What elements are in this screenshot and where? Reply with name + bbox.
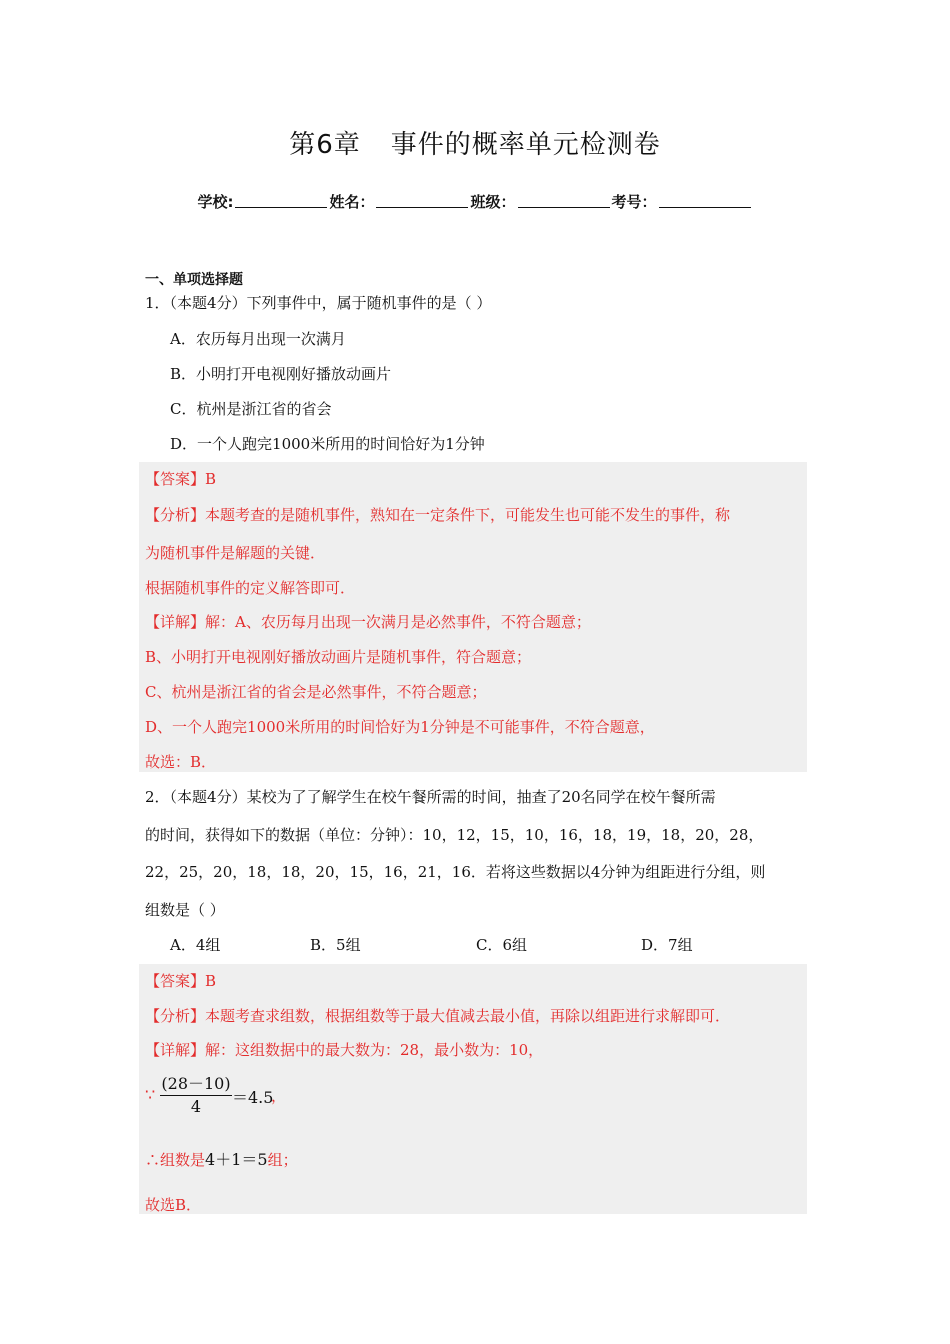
q1-stem: 1．（本题4分）下列事件中，属于随机事件的是（ ） (145, 294, 492, 312)
school-label: 学校: (197, 193, 234, 211)
q1-analysis-line1: 【分析】本题考查的是随机事件，熟知在一定条件下，可能发生也可能不发生的事件，称 (145, 506, 731, 524)
name-blank[interactable] (376, 193, 468, 208)
number-blank[interactable] (659, 193, 751, 208)
fraction-result: ＝4.5 (232, 1088, 274, 1107)
q2-stem-line4: 组数是（ ） (145, 901, 225, 919)
q1-detail-line4: D、一个人跑完1000米所用的时间恰好为1分钟是不可能事件，不符合题意， (145, 718, 655, 736)
q1-answer: 【答案】B (145, 470, 217, 488)
comma: ， (271, 1087, 287, 1105)
name-label: 姓名： (329, 193, 375, 211)
therefore-expression: 4＋1＝5 (205, 1150, 268, 1169)
q1-option-a: A．农历每月出现一次满月 (170, 330, 346, 348)
q2-option-d: D．7组 (641, 936, 693, 954)
q2-stem-line1: 2．（本题4分）某校为了了解学生在校午餐所需的时间，抽查了20名同学在校午餐所需 (145, 788, 716, 806)
q2-answer: 【答案】B (145, 972, 217, 990)
chapter-label: 第6章 (289, 130, 361, 160)
q1-analysis-line2: 为随机事件是解题的关键． (145, 544, 326, 562)
fraction (160, 1071, 232, 1116)
q1-option-c: C．杭州是浙江省的省会 (170, 400, 332, 418)
q2-analysis: 【分析】本题考查求组数，根据组数等于最大值减去最小值，再除以组距进行求解即可． (145, 1007, 731, 1025)
q1-detail-line2: B、小明打开电视刚好播放动画片是随机事件，符合题意； (145, 648, 532, 666)
therefore-text: ∴组数是 (145, 1151, 206, 1169)
q1-detail-line1: 【详解】解：A、农历每月出现一次满月是必然事件，不符合题意； (145, 613, 591, 631)
student-info-row (0, 191, 950, 212)
number-label: 考号： (611, 193, 657, 211)
q2-option-c: C．6组 (476, 936, 528, 954)
therefore-tail: 组； (267, 1151, 298, 1169)
q2-stem-line2: 的时间，获得如下的数据（单位：分钟）：10，12，15，10，16，18，19，18，20，28， (145, 826, 764, 844)
q1-option-d: D．一个人跑完1000米所用的时间恰好为1分钟 (170, 435, 485, 453)
fraction-numerator: (28－10) (160, 1071, 232, 1096)
class-label: 班级： (470, 193, 516, 211)
q1-option-b: B．小明打开电视刚好播放动画片 (170, 365, 392, 383)
therefore-line (145, 1147, 298, 1170)
q1-detail-line3: C、杭州是浙江省的省会是必然事件，不符合题意； (145, 683, 487, 701)
chapter-title: 事件的概率单元检测卷 (390, 130, 661, 160)
q2-detail-line1: 【详解】解：这组数据中的最大数为：28，最小数为：10， (145, 1041, 544, 1059)
q1-analysis-line3: 根据随机事件的定义解答即可． (145, 579, 356, 597)
q2-stem-line3: 22，25，20，18，18，20，15，16，21，16．若将这些数据以4分钟为组距进行分组，则 (145, 863, 766, 881)
q2-final: 故选B． (145, 1196, 202, 1214)
class-blank[interactable] (518, 193, 610, 208)
q2-option-a: A．4组 (170, 936, 221, 954)
page-title (0, 124, 950, 161)
section-heading: 一、单项选择题 (145, 272, 243, 288)
fraction-denominator: 4 (190, 1097, 202, 1116)
because-symbol: ∵ (145, 1085, 156, 1104)
school-blank[interactable] (235, 193, 327, 208)
q1-final: 故选：B． (145, 753, 217, 771)
q2-option-b: B．5组 (310, 936, 361, 954)
